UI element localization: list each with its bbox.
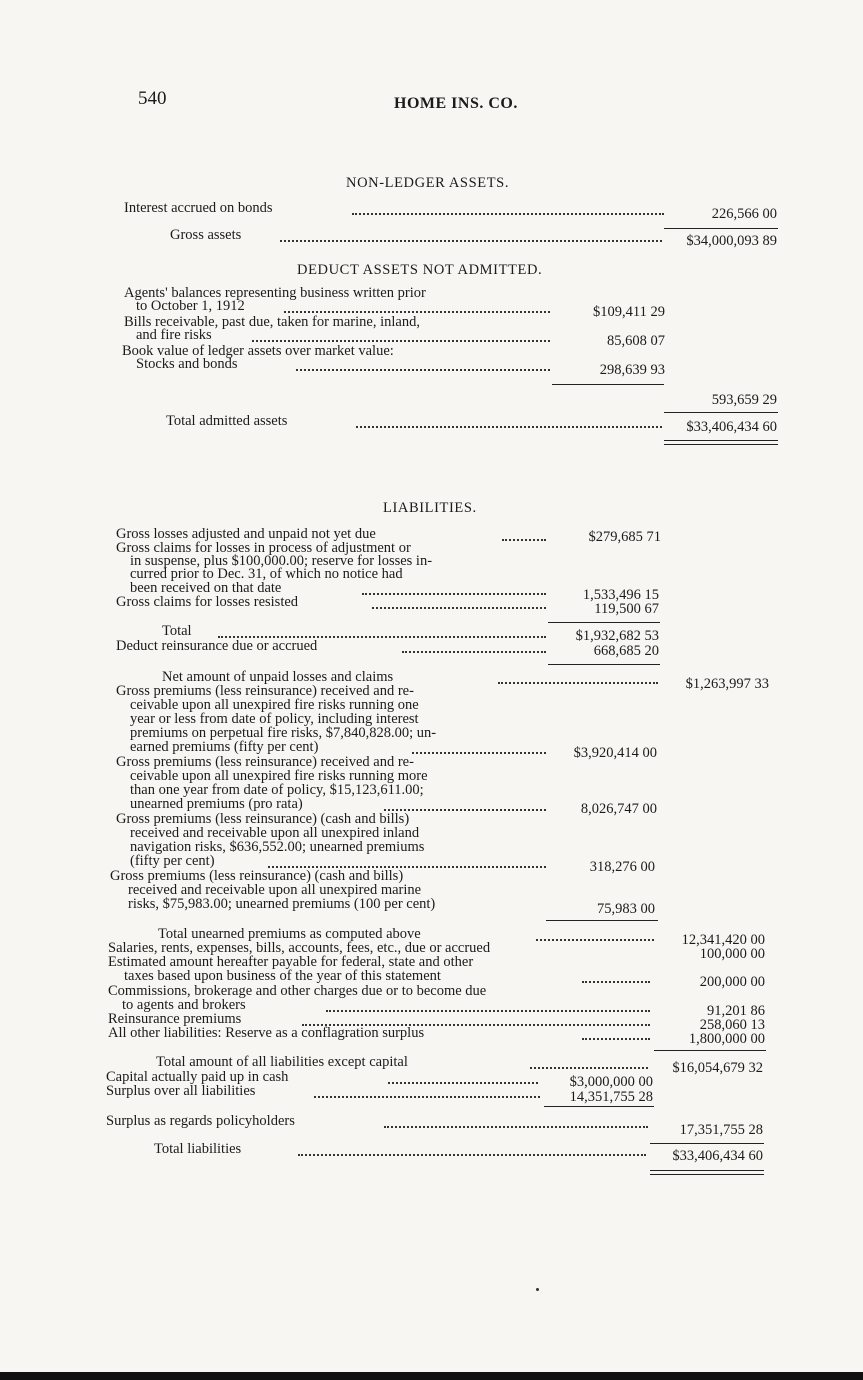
commissions-line-2: to agents and brokers — [122, 997, 246, 1013]
rule — [552, 384, 664, 385]
net-amount-label: Net amount of unpaid losses and claims — [162, 669, 394, 685]
leader-dots — [356, 424, 662, 428]
claims-resisted-amount: 119,500 67 — [594, 601, 659, 617]
total-liabilities-amount: $33,406,434 60 — [672, 1148, 763, 1164]
capital-amount: $3,000,000 00 — [569, 1074, 653, 1090]
all-liabilities-label: Total amount of all liabilities except capital — [156, 1054, 408, 1070]
other-liabilities-label: All other liabilities: Reserve as a conflagration surplus — [108, 1025, 425, 1041]
bills-amount: 85,608 07 — [607, 333, 665, 349]
premium-3-line-2: received and receivable upon all unexpired inland — [130, 825, 420, 841]
premium-2-amount: 8,026,747 00 — [580, 801, 657, 817]
unearned-amount: 12,341,420 00 — [681, 932, 765, 948]
bills-line-1: Bills receivable, past due, taken for marine, inland, — [124, 314, 420, 330]
rule — [546, 920, 658, 921]
page-header: HOME INS. CO. — [394, 95, 518, 112]
book-line-1: Book value of ledger assets over market value: — [122, 343, 394, 359]
leader-dots — [252, 338, 550, 342]
rule — [544, 1106, 654, 1107]
leader-dots — [536, 937, 654, 941]
leader-dots — [298, 1152, 646, 1156]
agents-line-2: to October 1, 1912 — [136, 298, 245, 314]
commissions-line-1: Commissions, brokerage and other charges due or to become due — [108, 983, 487, 999]
gross-assets-label: Gross assets — [170, 227, 242, 243]
net-amount-value: $1,263,997 33 — [685, 676, 769, 692]
premium-3-line-4: (fifty per cent) — [130, 853, 215, 869]
premium-3-line-1: Gross premiums (less reinsurance) (cash and bills) — [116, 811, 410, 827]
surplus-label: Surplus over all liabilities — [106, 1083, 256, 1099]
reinsurance-premiums-label: Reinsurance premiums — [108, 1011, 242, 1027]
premium-1-line-1: Gross premiums (less reinsurance) received and re- — [116, 683, 414, 699]
leader-dots — [530, 1065, 648, 1069]
claims-line-2: in suspense, plus $100,000.00; reserve for losses in- — [130, 553, 433, 569]
leader-dots — [326, 1008, 650, 1012]
leader-dots — [314, 1094, 540, 1098]
agents-amount: $109,411 29 — [593, 304, 665, 320]
leader-dots — [388, 1080, 538, 1084]
leader-dots — [582, 979, 650, 983]
claims-line-4: been received on that date — [130, 580, 282, 596]
salaries-amount: 100,000 00 — [699, 946, 765, 962]
leader-dots — [280, 238, 662, 242]
book-amount: 298,639 93 — [599, 362, 665, 378]
double-rule — [664, 440, 778, 445]
claims-line-1: Gross claims for losses in process of adjustment or — [116, 540, 411, 556]
admitted-label: Total admitted assets — [166, 413, 288, 429]
premium-4-line-3: risks, $75,983.00; unearned premiums (100 per cent) — [128, 896, 436, 912]
interest-label: Interest accrued on bonds — [124, 200, 273, 216]
policyholders-label: Surplus as regards policyholders — [106, 1113, 295, 1129]
scan-edge — [0, 1372, 863, 1380]
premium-1-amount: $3,920,414 00 — [573, 745, 657, 761]
rule — [664, 412, 778, 413]
double-rule — [650, 1170, 764, 1175]
premium-2-line-3: than one year from date of policy, $15,123,611.00; — [130, 782, 424, 798]
gross-assets-amount: $34,000,093 89 — [686, 233, 777, 249]
leader-dots — [402, 649, 546, 653]
leader-dots — [412, 750, 546, 754]
reinsurance-label: Deduct reinsurance due or accrued — [116, 638, 318, 654]
non-ledger-title: NON-LEDGER ASSETS. — [346, 175, 510, 191]
unearned-label: Total unearned premiums as computed above — [158, 926, 421, 942]
premium-4-amount: 75,983 00 — [597, 901, 655, 917]
rule — [654, 1050, 766, 1051]
interest-amount: 226,566 00 — [711, 206, 777, 222]
leader-dots — [384, 1124, 648, 1128]
rule — [664, 228, 778, 229]
rule — [548, 622, 660, 623]
premium-1-line-4: premiums on perpetual fire risks, $7,840,828.00; un- — [130, 725, 437, 741]
premium-1-line-2: ceivable upon all unexpired fire risks running one — [130, 697, 419, 713]
leader-dots — [372, 605, 546, 609]
tax-amount: 200,000 00 — [699, 974, 765, 990]
reinsurance-amount: 668,685 20 — [593, 643, 659, 659]
premium-1-line-3: year or less from date of policy, including interest — [130, 711, 419, 727]
total-label: Total — [162, 623, 192, 639]
salaries-label: Salaries, rents, expenses, bills, accounts, fees, etc., due or accrued — [108, 940, 491, 956]
claims-line-3: curred prior to Dec. 31, of which no notice had — [130, 566, 403, 582]
claims-resisted-label: Gross claims for losses resisted — [116, 594, 299, 610]
premium-4-line-2: received and receivable upon all unexpired marine — [128, 882, 422, 898]
losses-adjusted-amount: $279,685 71 — [588, 529, 661, 545]
total-liabilities-label: Total liabilities — [154, 1141, 242, 1157]
leader-dots — [352, 211, 664, 215]
losses-adjusted-label: Gross losses adjusted and unpaid not yet due — [116, 526, 376, 542]
capital-label: Capital actually paid up in cash — [106, 1069, 289, 1085]
premium-3-line-3: navigation risks, $636,552.00; unearned premiums — [130, 839, 425, 855]
premium-3-amount: 318,276 00 — [589, 859, 655, 875]
premium-2-line-1: Gross premiums (less reinsurance) received and re- — [116, 754, 414, 770]
leader-dots — [362, 591, 546, 595]
agents-line-1: Agents' balances representing business written prior — [124, 285, 426, 301]
bills-line-2: and fire risks — [136, 327, 212, 343]
leader-dots — [498, 680, 658, 684]
tax-line-2: taxes based upon business of the year of this statement — [124, 968, 441, 984]
surplus-amount: 14,351,755 28 — [569, 1089, 653, 1105]
policyholders-amount: 17,351,755 28 — [679, 1122, 763, 1138]
leader-dots — [582, 1036, 650, 1040]
other-liabilities-amount: 1,800,000 00 — [688, 1031, 765, 1047]
premium-1-line-5: earned premiums (fifty per cent) — [130, 739, 319, 755]
premium-2-line-4: unearned premiums (pro rata) — [130, 796, 303, 812]
leader-dots — [284, 309, 550, 313]
rule — [650, 1143, 764, 1144]
commissions-amount: 91,201 86 — [707, 1003, 765, 1019]
deduct-title: DEDUCT ASSETS NOT ADMITTED. — [297, 262, 543, 278]
reinsurance-premiums-amount: 258,060 13 — [699, 1017, 765, 1033]
ink-speck — [536, 1288, 539, 1291]
liabilities-title: LIABILITIES. — [383, 500, 477, 516]
admitted-amount: $33,406,434 60 — [686, 419, 777, 435]
all-liabilities-amount: $16,054,679 32 — [672, 1060, 763, 1076]
leader-dots — [296, 367, 550, 371]
total-amount: $1,932,682 53 — [575, 628, 659, 644]
tax-line-1: Estimated amount hereafter payable for federal, state and other — [108, 954, 474, 970]
deduct-subtotal: 593,659 29 — [711, 392, 777, 408]
leader-dots — [502, 537, 546, 541]
claims-amount: 1,533,496 15 — [582, 587, 659, 603]
book-line-2: Stocks and bonds — [136, 356, 238, 372]
premium-2-line-2: ceivable upon all unexpired fire risks running more — [130, 768, 428, 784]
rule — [548, 664, 660, 665]
page-number: 540 — [138, 88, 167, 109]
premium-4-line-1: Gross premiums (less reinsurance) (cash and bills) — [110, 868, 404, 884]
